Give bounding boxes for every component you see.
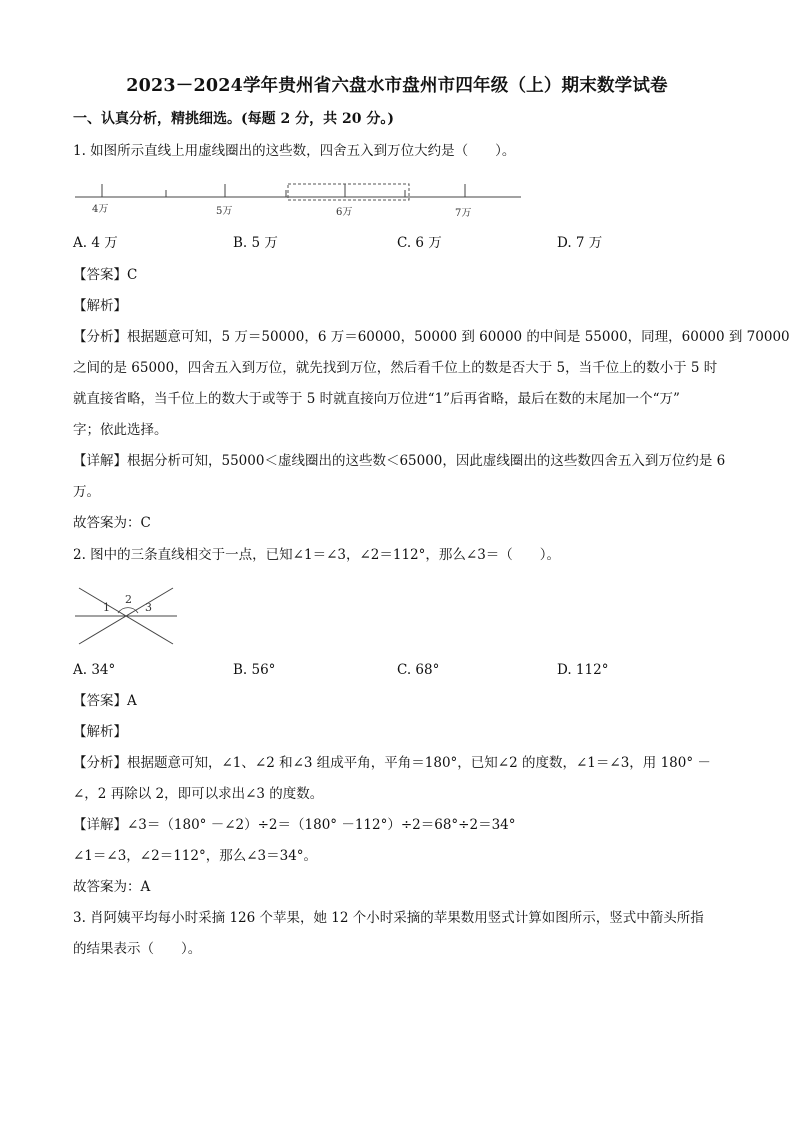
q1-analysis-line: 字；依此选择。 [73, 422, 168, 438]
q1-analysis-tag: 【解析】 [73, 298, 127, 314]
number-line-svg [73, 172, 533, 224]
q2-analysis-tag: 【解析】 [73, 724, 127, 740]
q1-analysis-line: 【分析】根据题意可知，5 万＝50000，6 万＝60000，50000 到 60000 的中间是 55000，同理，60000 到 70000 [73, 329, 790, 345]
intersecting-lines-svg [73, 582, 183, 650]
q1-final-answer: 故答案为：C [73, 515, 151, 531]
q1-option-a: A. 4 万 [73, 235, 118, 251]
q2-option-c: C. 68° [397, 662, 440, 678]
q1-option-c: C. 6 万 [397, 235, 442, 251]
q2-option-b: B. 56° [233, 662, 276, 678]
q2-lines-figure [73, 582, 183, 654]
q2-final-answer: 故答案为：A [73, 879, 151, 895]
q3-stem-line: 3. 肖阿姨平均每小时采摘 126 个苹果，她 12 个小时采摘的苹果数用竖式计算如图所示，竖式中箭头所指 [73, 910, 704, 926]
label-5w: 5万 [216, 206, 233, 217]
q1-analysis-line: 之间的是 65000，四舍五入到万位，就先找到万位，然后看千位上的数是否大于 5，当千位上的数小于 5 时 [73, 360, 718, 376]
q2-analysis-line: 【分析】根据题意可知，∠1、∠2 和∠3 组成平角，平角＝180°，已知∠2 的度数，∠1＝∠3，用 180° － [73, 755, 711, 771]
q1-option-d: D. 7 万 [557, 235, 603, 251]
dashed-circle-box [288, 184, 409, 200]
label-7w: 7万 [455, 208, 472, 219]
q1-analysis-line: 就直接省略，当千位上的数大于或等于 5 时就直接向万位进“1”后再省略，最后在数的末尾加一个“万” [73, 391, 680, 407]
q3-stem-line: 的结果表示（ ）。 [73, 941, 202, 957]
angle-label-2: 2 [125, 593, 132, 606]
label-4w: 4万 [92, 204, 109, 215]
label-6w: 6万 [336, 207, 353, 218]
q1-detail-line: 【详解】根据分析可知，55000＜虚线圈出的这些数＜65000，因此虚线圈出的这些数四舍五入到万位约是 6 [73, 453, 726, 469]
q2-stem: 2. 图中的三条直线相交于一点，已知∠1＝∠3，∠2＝112°，那么∠3＝（ ）。 [73, 547, 561, 563]
section-heading: 一、认真分析，精挑细选。(每题 2 分，共 20 分。) [73, 111, 394, 127]
q1-stem: 1. 如图所示直线上用虚线圈出的这些数，四舍五入到万位大约是（ ）。 [73, 143, 516, 159]
q1-option-b: B. 5 万 [233, 235, 278, 251]
page-title: 2023－2024学年贵州省六盘水市盘州市四年级（上）期末数学试卷 [126, 76, 668, 96]
q2-analysis-line: ∠，2 再除以 2，即可以求出∠3 的度数。 [73, 786, 324, 802]
q2-option-d: D. 112° [557, 662, 609, 678]
q2-detail-line: 【详解】∠3＝（180° －∠2）÷2＝（180° －112°）÷2＝68°÷2＝34° [73, 817, 516, 833]
angle-label-1: 1 [103, 601, 110, 614]
q1-answer: 【答案】C [73, 267, 138, 283]
q1-detail-line: 万。 [73, 484, 100, 500]
q1-number-line-figure [73, 172, 533, 228]
q2-answer: 【答案】A [73, 693, 137, 709]
q2-detail-line: ∠1＝∠3，∠2＝112°，那么∠3＝34°。 [73, 848, 318, 864]
angle-label-3: 3 [145, 601, 152, 614]
q2-option-a: A. 34° [73, 662, 116, 678]
